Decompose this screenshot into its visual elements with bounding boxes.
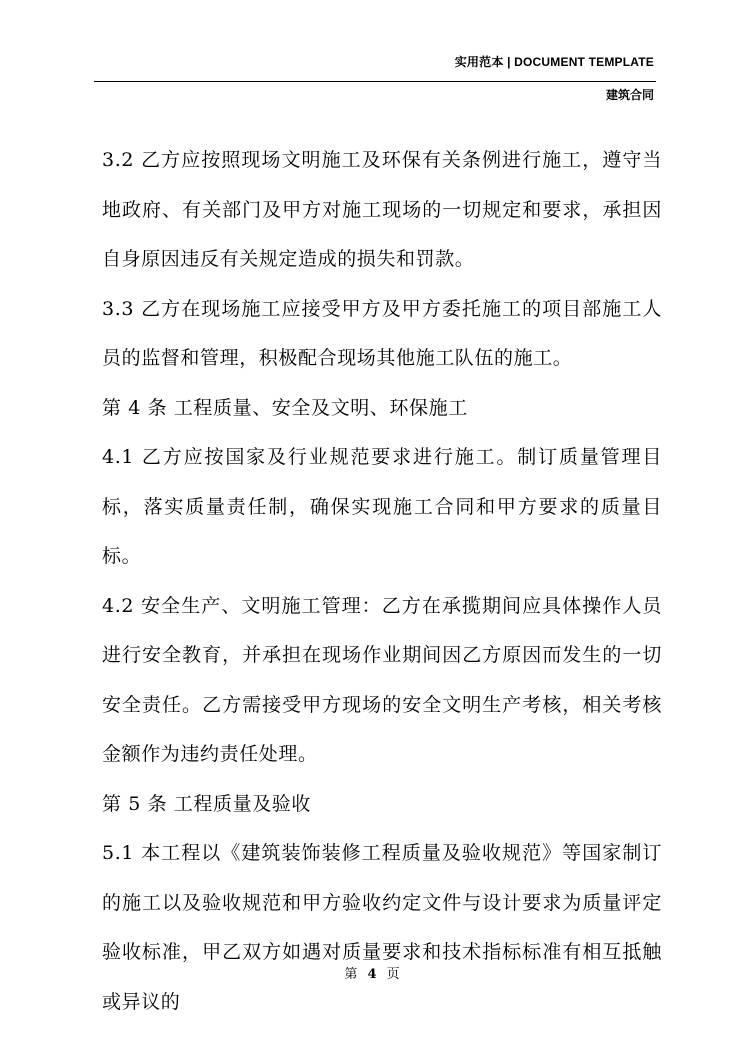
paragraph-3-2: 3.2 乙方应按照现场文明施工及环保有关条例进行施工，遵守当地政府、有关部门及甲方对施工现场的一切规定和要求，承担因自身原因违反有关规定造成的损失和罚款。 bbox=[102, 149, 662, 270]
header-divider bbox=[94, 81, 656, 82]
paragraph-5-1: 5.1 本工程以《建筑装饰装修工程质量及验收规范》等国家制订的施工以及验收规范和甲方验收约定文件与设计要求为质量评定验收标准，甲乙双方如遇对质量要求和技术指标标准有相互抵触或异议的 bbox=[102, 842, 662, 1013]
page-number: 4 bbox=[367, 967, 377, 982]
paragraph-4-1: 4.1 乙方应按国家及行业规范要求进行施工。制订质量管理目标，落实质量责任制，确保实现施工合同和甲方要求的质量目标。 bbox=[102, 446, 662, 567]
section-heading-4: 第 4 条 工程质量、安全及文明、环保施工 bbox=[102, 396, 468, 419]
section-heading-5: 第 5 条 工程质量及验收 bbox=[102, 792, 312, 815]
paragraph-4-2: 4.2 安全生产、文明施工管理：乙方在承揽期间应具体操作人员进行安全教育，并承担在现场作业期间因乙方原因而发生的一切安全责任。乙方需接受甲方现场的安全文明生产考核，相关考核金额作为违约责任处理。 bbox=[102, 594, 662, 765]
document-body bbox=[102, 136, 662, 1027]
header-subtitle: 建筑合同 bbox=[605, 88, 654, 102]
page-footer bbox=[0, 963, 744, 982]
footer-prefix: 第 bbox=[344, 967, 358, 982]
paragraph-3-3: 3.3 乙方在现场施工应接受甲方及甲方委托施工的项目部施工人员的监督和管理，积极配合现场其他施工队伍的施工。 bbox=[102, 297, 662, 369]
header-title: 实用范本 | DOCUMENT TEMPLATE bbox=[454, 55, 654, 69]
footer-suffix: 页 bbox=[386, 967, 400, 982]
